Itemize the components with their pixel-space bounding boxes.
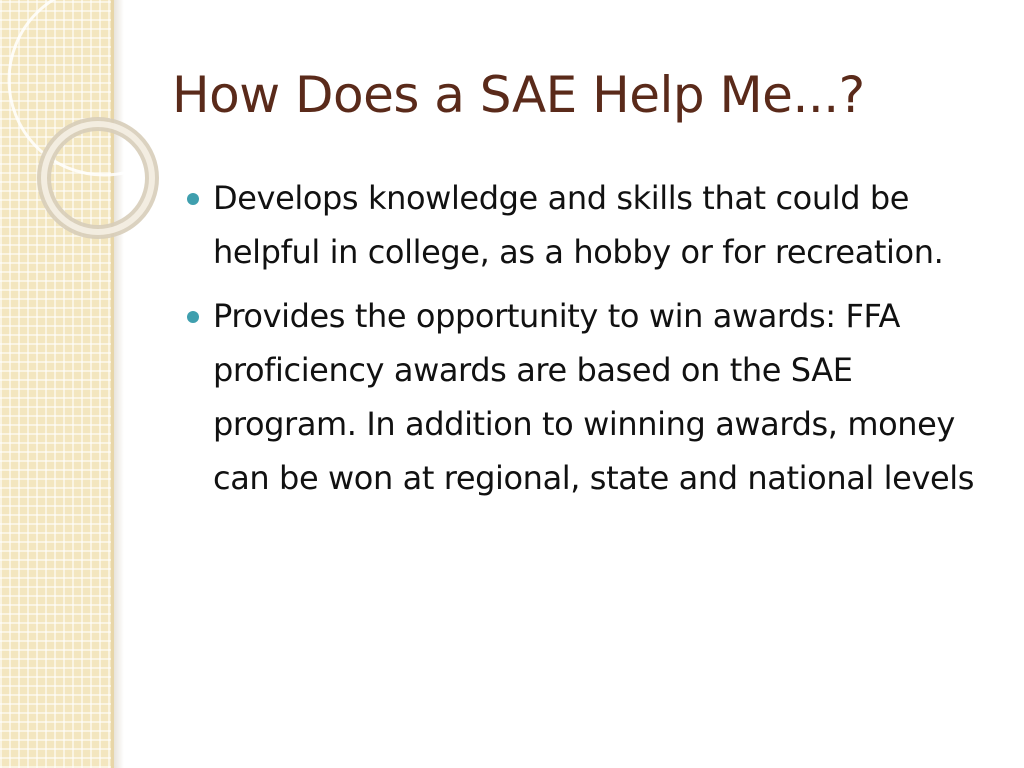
bullet-text: Develops knowledge and skills that could be helpful in college, as a hobby or for recreation. xyxy=(213,179,944,271)
bullet-dot-icon xyxy=(187,193,199,205)
decorative-ring-small-inner xyxy=(44,124,152,232)
bullet-dot-icon xyxy=(187,311,199,323)
decorative-rings xyxy=(0,0,160,260)
slide-title: How Does a SAE Help Me...? xyxy=(172,66,865,124)
bullet-text: Provides the opportunity to win awards: FFA proficiency awards are based on the SAE program. In addition to winning awards, money can be won at regional, state and national levels xyxy=(213,297,975,497)
bullet-item xyxy=(183,171,983,279)
bullet-list xyxy=(183,171,983,515)
bullet-item xyxy=(183,289,983,505)
